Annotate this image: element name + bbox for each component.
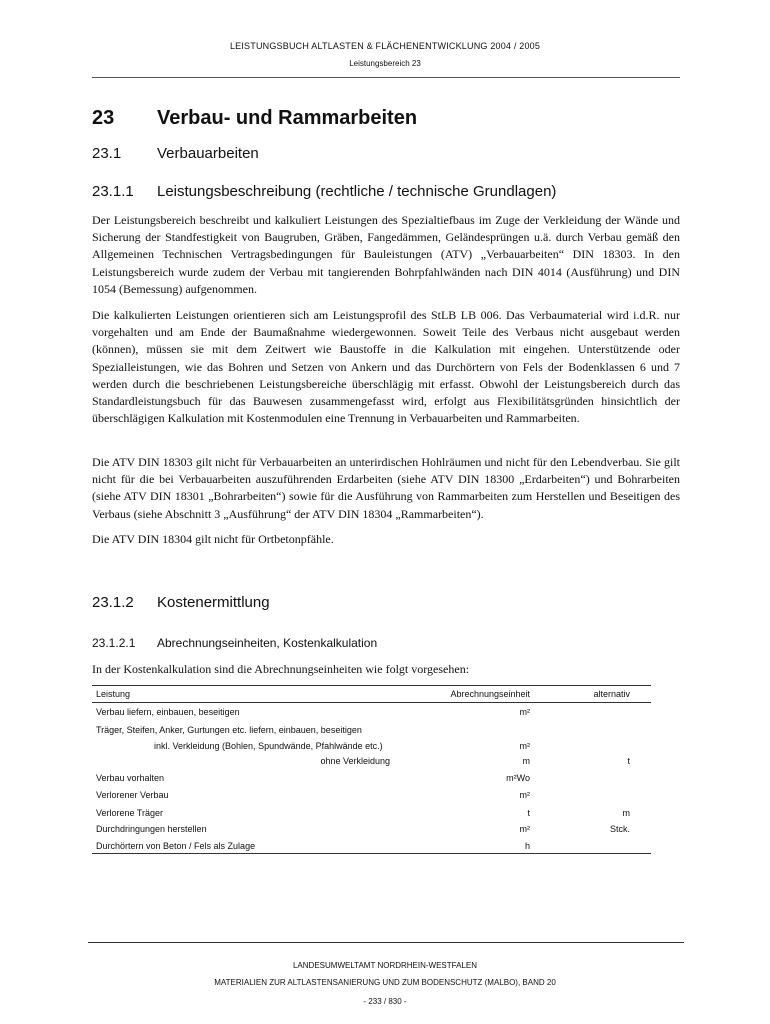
- subsection-title: Leistungsbeschreibung (rechtliche / technische Grundlagen): [157, 183, 557, 200]
- body-paragraph: Die ATV DIN 18304 gilt nicht für Ortbetonpfähle.: [92, 532, 334, 546]
- cell-leistung: Verlorene Träger: [96, 808, 164, 818]
- cell-leistung: Verlorener Verbau: [96, 790, 169, 800]
- footer-divider: [88, 942, 684, 943]
- table-header-rule: [92, 702, 651, 703]
- running-header-subtitle: Leistungsbereich 23: [349, 59, 421, 68]
- cell-abrechnungseinheit: m²Wo: [506, 773, 530, 783]
- table-row: [92, 824, 651, 838]
- section-number: 23.1: [92, 145, 122, 162]
- table-header-abrechnungseinheit: Abrechnungseinheit: [450, 689, 530, 699]
- table-row: [92, 790, 651, 804]
- cell-leistung: Träger, Steifen, Anker, Gurtungen etc. liefern, einbauen, beseitigen: [96, 725, 362, 735]
- cell-abrechnungseinheit: m²: [519, 741, 530, 751]
- table-row: [92, 741, 651, 755]
- subsubsection-number: 23.1.2.1: [92, 636, 136, 650]
- cell-abrechnungseinheit: m²: [519, 707, 530, 717]
- cell-leistung: ohne Verkleidung: [320, 756, 390, 766]
- table-intro: In der Kostenkalkulation sind die Abrechnungseinheiten wie folgt vorgesehen:: [92, 662, 470, 676]
- table-header-leistung: Leistung: [96, 689, 131, 699]
- section-title: Verbauarbeiten: [157, 145, 259, 162]
- table-top-rule: [92, 685, 651, 686]
- body-paragraph: Der Leistungsbereich beschreibt und kalkuliert Leistungen des Spezialtiefbaus im Zuge der Verkleidung der Wände und Sicherung der Standfestigkeit von Baugruben, Gräben, Fangedämmen, Geländesprüngen u.ä. durch Verbau gemäß den Allgemeinen Technischen Vertragsbedingungen für Bauleistungen (ATV) „Verbauarbeiten“ DIN 18303. In den Leistungsbereich wurde zudem der Verbau mit tangierenden Bohrpfahlwänden nach DIN 4014 (Ausführung) und DIN 1054 (Bemessung) aufgenommen.: [92, 213, 680, 296]
- footer-publisher: LANDESUMWELTAMT NORDRHEIN-WESTFALEN: [292, 961, 477, 970]
- cell-leistung: Durchörtern von Beton / Fels als Zulage: [96, 841, 256, 851]
- cell-abrechnungseinheit: m²: [519, 790, 530, 800]
- page-number: - 233 / 830 -: [363, 997, 407, 1006]
- cell-leistung: Verbau vorhalten: [96, 773, 165, 783]
- footer-series: MATERIALIEN ZUR ALTLASTENSANIERUNG UND ZUM BODENSCHUTZ (MALBO), BAND 20: [214, 978, 556, 987]
- cell-abrechnungseinheit: m²: [519, 824, 530, 834]
- table-row: [92, 756, 651, 770]
- cell-abrechnungseinheit: t: [527, 808, 530, 818]
- cell-alternativ: m: [622, 808, 630, 818]
- table-row: [92, 725, 651, 739]
- cell-abrechnungseinheit: h: [524, 841, 530, 851]
- cell-leistung: inkl. Verkleidung (Bohlen, Spundwände, Pfahlwände etc.): [154, 741, 383, 751]
- chapter-title: Verbau- und Rammarbeiten: [157, 107, 418, 129]
- table-header-alternativ: alternativ: [593, 689, 630, 699]
- cell-alternativ: Stck.: [609, 824, 630, 834]
- subsection-number: 23.1.2: [92, 594, 134, 611]
- subsection-number: 23.1.1: [92, 183, 134, 200]
- cell-leistung: Verbau liefern, einbauen, beseitigen: [96, 707, 240, 717]
- cell-leistung: Durchdringungen herstellen: [96, 824, 207, 834]
- header-divider: [92, 77, 680, 78]
- subsection-title: Kostenermittlung: [157, 594, 270, 611]
- chapter-number: 23: [92, 107, 115, 129]
- subsubsection-title: Abrechnungseinheiten, Kostenkalkulation: [157, 636, 378, 650]
- cell-abrechnungseinheit: m: [522, 756, 530, 766]
- table-row: [92, 808, 651, 822]
- body-paragraph: Die ATV DIN 18303 gilt nicht für Verbauarbeiten an unterirdischen Hohlräumen und nicht für den Lebendverbau. Sie gilt nicht für die bei Verbauarbeiten auszuführenden Erdarbeiten (siehe ATV DIN 18300 „Erdarbeiten“) und Bohrarbeiten (siehe ATV DIN 18301 „Bohrarbeiten“) sowie für die Ausführung von Rammarbeiten zum Herstellen und Beseitigen des Verbaus (siehe Abschnitt 3 „Ausführung“ der ATV DIN 18304 „Rammarbeiten“).: [92, 455, 680, 521]
- body-paragraph: Die kalkulierten Leistungen orientieren sich am Leistungsprofil des StLB LB 006. Das Verbaumaterial wird i.d.R. nur vorgehalten und am Ende der Baumaßnahme wiedergewonnen. Soweit Teile des Verbaus nicht ausgebaut werden (können), müssen sie mit dem Zeitwert wie Baustoffe in die Kalkulation mit eingehen. Unterstützende oder Spezialleistungen, wie das Bohren und Setzen von Ankern und das Durchörtern von Fels der Bodenklassen 6 und 7 werden durch die beschriebenen Leistungsbereiche überschlägig mit erfasst. Obwohl der Leistungsbereich durch das Standardleistungsbuch für das Bauwesen zusammengefasst wird, erfolgt aus Flexibilitätsgründen hinsichtlich der überschlägigen Kalkulation mit Kostenmodulen eine Trennung in Verbauarbeiten und Rammarbeiten.: [92, 308, 680, 426]
- table-row: [92, 773, 651, 787]
- cell-alternativ: t: [627, 756, 630, 766]
- table-row: [92, 707, 651, 721]
- table-bottom-rule: [92, 853, 651, 854]
- running-header-title: LEISTUNGSBUCH ALTLASTEN & FLÄCHENENTWICKLUNG 2004 / 2005: [229, 41, 541, 51]
